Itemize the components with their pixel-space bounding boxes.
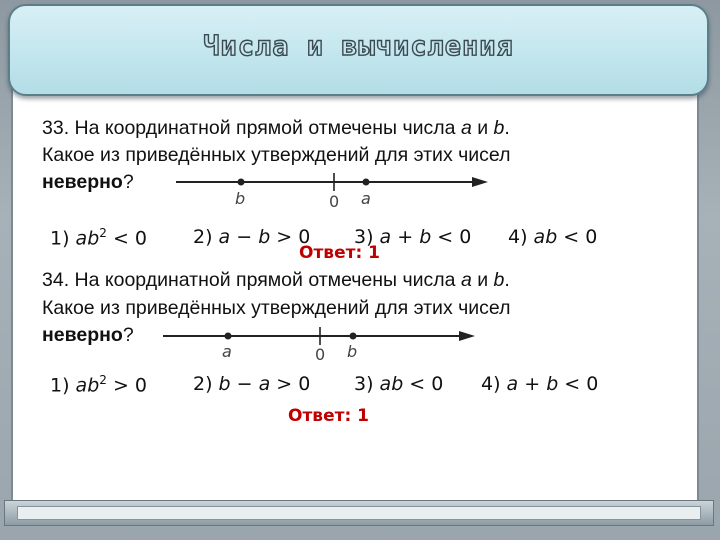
option-34-1 — [50, 373, 147, 396]
label-point-b: b — [235, 189, 246, 208]
opt-rest: > 0 — [270, 226, 311, 248]
opt-expr: a − b — [218, 226, 271, 248]
opt-rest: < 0 — [558, 373, 599, 395]
opt-rest: < 0 — [106, 227, 147, 250]
label-point-a: a — [361, 189, 371, 208]
point-b — [238, 179, 245, 186]
opt-rest: > 0 — [106, 374, 147, 397]
option-33-1 — [50, 226, 147, 249]
opt-num: 3) — [354, 226, 380, 248]
answer-34: Ответ: 1 — [288, 406, 369, 426]
label-point-a: a — [222, 342, 232, 361]
title-banner — [8, 4, 709, 96]
opt-expr: ab — [75, 374, 100, 397]
var-b: b — [493, 117, 505, 139]
task-34-line-2: Какое из приведённых утверждений для этих чисел — [42, 297, 511, 319]
conj: и — [471, 117, 494, 139]
label-zero: 0 — [329, 192, 340, 211]
dot: . — [504, 269, 510, 291]
bottom-scrollbar[interactable] — [4, 500, 714, 526]
opt-sup: 2 — [99, 373, 107, 387]
option-33-4 — [508, 226, 597, 248]
opt-num: 2) — [193, 373, 219, 395]
qmark: ? — [122, 171, 134, 193]
task-34-text: 34. На координатной прямой отмечены числа — [42, 269, 461, 291]
task-33-line-1 — [42, 116, 510, 141]
opt-num: 2) — [193, 226, 219, 248]
task-33-line-2: Какое из приведённых утверждений для этих чисел — [42, 144, 511, 166]
point-a — [363, 179, 370, 186]
var-b: b — [493, 269, 505, 291]
opt-expr: ab — [75, 227, 100, 250]
option-33-2 — [193, 226, 310, 248]
option-34-3 — [354, 373, 443, 395]
opt-num: 1) — [50, 227, 76, 250]
opt-expr: ab — [533, 226, 558, 248]
bold-word: неверно — [42, 324, 123, 346]
task-33-line-3 — [42, 170, 134, 195]
opt-rest: < 0 — [431, 226, 472, 248]
arrow-head — [472, 177, 488, 187]
opt-rest: > 0 — [270, 373, 311, 395]
opt-sup: 2 — [99, 226, 107, 240]
opt-rest: < 0 — [557, 226, 598, 248]
point-a — [225, 333, 232, 340]
opt-rest: < 0 — [403, 373, 444, 395]
label-point-b: b — [347, 342, 358, 361]
slide-title: Числа и вычисления — [203, 31, 514, 62]
scrollbar-track[interactable] — [17, 506, 701, 520]
var-a: a — [460, 117, 472, 139]
bold-word: неверно — [42, 171, 123, 193]
opt-expr: a + b — [506, 373, 559, 395]
var-a: a — [460, 269, 472, 291]
qmark: ? — [122, 324, 134, 346]
task-34-line-3 — [42, 323, 134, 348]
option-34-2 — [193, 373, 310, 395]
arrow-head — [459, 331, 475, 341]
point-b — [350, 333, 357, 340]
opt-expr: ab — [379, 373, 404, 395]
opt-num: 1) — [50, 374, 76, 397]
opt-num: 4) — [481, 373, 507, 395]
label-zero: 0 — [315, 345, 326, 364]
task-34-line-1 — [42, 268, 510, 293]
opt-expr: b − a — [218, 373, 271, 395]
answer-33: Ответ: 1 — [299, 243, 380, 263]
dot: . — [504, 117, 510, 139]
option-34-4 — [481, 373, 598, 395]
opt-num: 3) — [354, 373, 380, 395]
task-33-text: 33. На координатной прямой отмечены числа — [42, 117, 461, 139]
opt-num: 4) — [508, 226, 534, 248]
opt-expr: a + b — [379, 226, 432, 248]
conj: и — [471, 269, 494, 291]
